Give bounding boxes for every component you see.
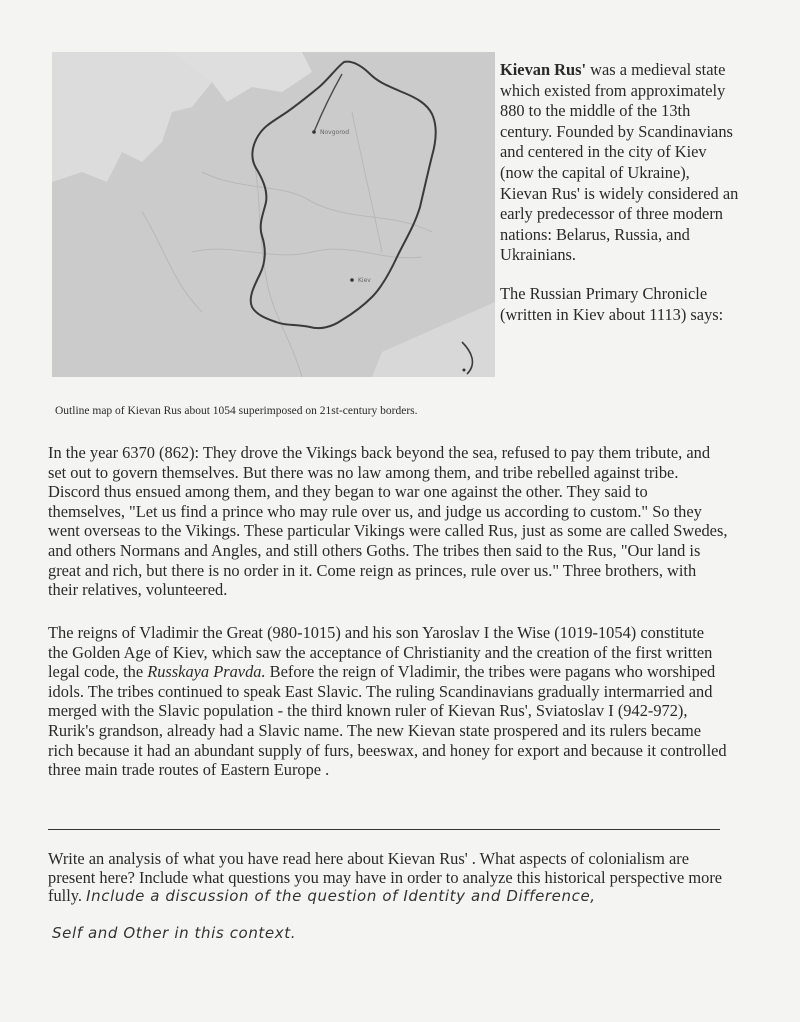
intro-text: was a medieval state which existed from approximately 880 to the middle of the 13th century. Founded by Scandinavians and centered in the city of Kiev (now the capital of Ukraine), Kievan Rus' is widely considered an early predecessor of three modern nations: Belarus, Russia, and Ukrainians. — [500, 60, 739, 265]
golden-age-paragraph — [48, 623, 728, 780]
map-graphic — [52, 52, 495, 377]
crimea-dot — [463, 369, 466, 372]
kiev-dot — [350, 278, 354, 282]
typed-prompt: Write an analysis of what you have read here about Kievan Rus' . What aspects of colonialism are present here? Include what questions you may have in order to analyze this historical perspective more fully. — [48, 849, 723, 906]
assignment-prompt — [48, 850, 728, 906]
kievan-rus-map — [52, 52, 495, 377]
golden-age-text-a: The reigns of Vladimir the Great (980-1015) and his son Yaroslav I the Wise (1019-1054) constitute the Golden Age of Kiev, which saw the acceptance of Christianity and the creation of the first written legal code, the — [48, 623, 713, 682]
kiev-label: Kiev — [358, 277, 371, 284]
golden-age-text-b: Before the reign of Vladimir, the tribes were pagans who worshiped idols. The tribes continued to speak East Slavic. The ruling Scandinavians gradually intermarried and merged with the Slavic population - the third known ruler of Kievan Rus', Sviatoslav I (942-972), Rurik's grandson, already had a Slavic name. The new Kievan state prospered and its rulers became rich because it had an abundant supply of furs, beeswax, and honey for export and because it controlled three main trade routes of Eastern Europe . — [48, 662, 727, 780]
handwritten-note-line1: Include a discussion of the question of Identity and Difference, — [86, 887, 596, 906]
kievan-rus-title: Kievan Rus' — [500, 60, 587, 79]
novgorod-dot — [312, 130, 316, 134]
intro-sidebar — [500, 60, 740, 325]
intro-paragraph — [500, 60, 740, 266]
russkaya-pravda-title: Russkaya Pravda. — [147, 662, 266, 682]
section-divider — [48, 829, 720, 830]
novgorod-label: Novgorod — [320, 129, 350, 136]
chronicle-quote: In the year 6370 (862): They drove the Vikings back beyond the sea, refused to pay them tribute, and set out to govern themselves. But there was no law among them, and tribe rebelled against tribe. Discord thus ensued among them, and they began to war one against the other. They said to themselves, "Let us find a prince who may rule over us, and judge us according to custom." So they went overseas to the Vikings. These particular Vikings were called Rus, just as some are called Swedes, and others Normans and Angles, and still others Goths. The tribes then said to the Rus, "Our land is great and rich, but there is no order in it. Come reign as princes, rule over us." Three brothers, with their relatives, volunteered. — [48, 443, 728, 600]
handwritten-note-line2: Self and Other in this context. — [52, 924, 297, 942]
map-caption: Outline map of Kievan Rus about 1054 superimposed on 21st-century borders. — [55, 405, 418, 417]
chronicle-intro: The Russian Primary Chronicle (written in Kiev about 1113) says: — [500, 283, 724, 324]
